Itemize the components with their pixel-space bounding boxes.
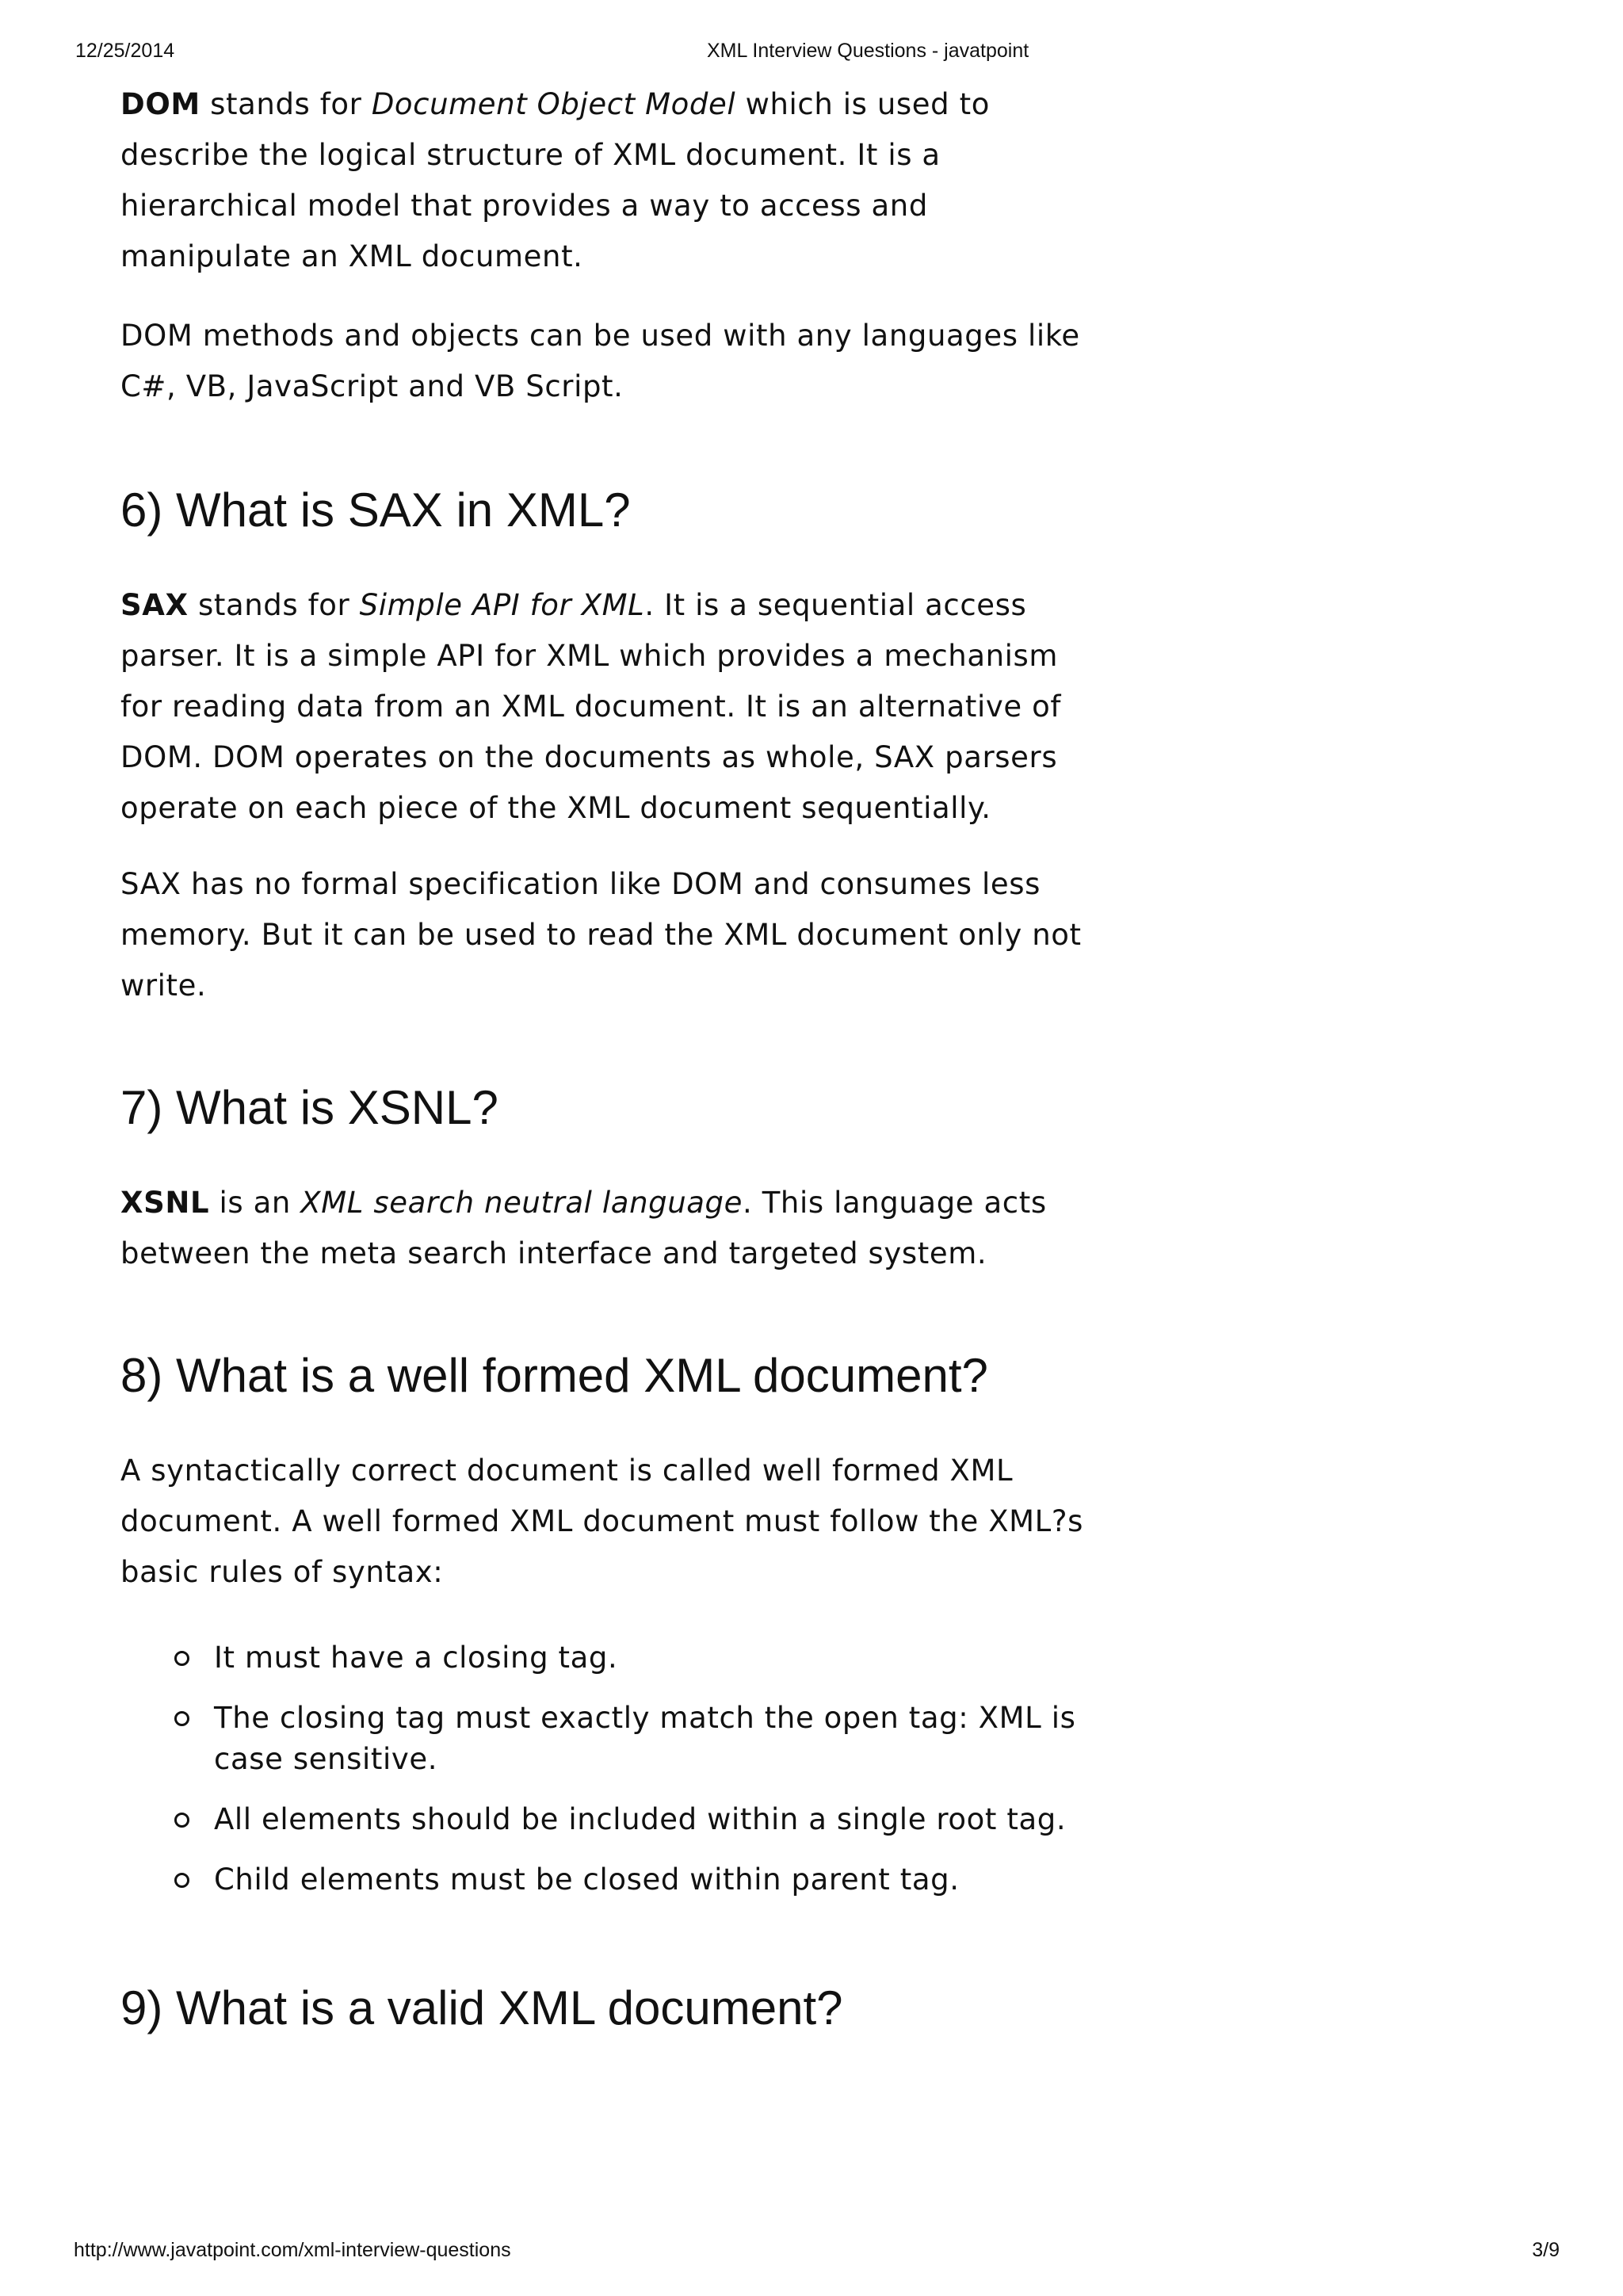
print-footer [0,2239,1623,2271]
list-item: The closing tag must exactly match the open tag: XML is case sensitive. [214,1698,1087,1780]
print-date: 12/25/2014 [75,40,175,62]
list-item: It must have a closing tag. [214,1637,1087,1679]
circle-bullet-icon [174,1813,189,1828]
question-8-heading: 8) What is a well formed XML document? [120,1349,988,1402]
xsnl-term: XSNL [120,1186,210,1220]
sax-expansion: Simple API for XML [359,588,645,622]
question-7-heading: 7) What is XSNL? [120,1081,498,1134]
syntax-rules-list [120,1637,1087,1901]
question-8 [120,1347,1087,1901]
xsnl-definition: XSNL is an XML search neutral language. This language acts between the meta search interface and targeted system. [120,1186,1047,1270]
well-formed-definition: A syntactically correct document is called well formed XML document. A well formed XML document must follow the XML?s basic rules of syntax: [120,1454,1083,1589]
xsnl-expansion: XML search neutral language [300,1186,743,1220]
dom-languages: DOM methods and objects can be used with any languages like C#, VB, JavaScript and VB Script. [120,319,1080,403]
sax-term: SAX [120,588,189,622]
dom-section [120,79,1087,412]
sax-specification: SAX has no formal specification like DOM and consumes less memory. But it can be used to read the XML document only not write. [120,867,1082,1003]
list-item: Child elements must be closed within parent tag. [214,1859,1087,1901]
circle-bullet-icon [174,1873,189,1888]
question-6-heading: 6) What is SAX in XML? [120,483,631,537]
page-number: 3/9 [1532,2239,1560,2261]
print-header [0,40,1623,71]
article-content [120,79,1087,2069]
question-9 [120,1980,1087,2037]
page-url: http://www.javatpoint.com/xml-interview-questions [74,2239,511,2261]
circle-bullet-icon [174,1651,189,1666]
dom-term: DOM [120,87,200,121]
dom-expansion: Document Object Model [371,87,736,121]
question-6 [120,482,1087,1011]
print-title: XML Interview Questions - javatpoint [707,40,1029,62]
question-9-heading: 9) What is a valid XML document? [120,1981,843,2034]
question-7 [120,1079,1087,1279]
list-item: All elements should be included within a single root tag. [214,1799,1087,1840]
dom-definition: DOM stands for Document Object Model which is used to describe the logical structure of XML document. It is a hierarchical model that provides a way to access and manipulate an XML document. [120,87,990,273]
circle-bullet-icon [174,1711,189,1726]
sax-definition: SAX stands for Simple API for XML. It is a sequential access parser. It is a simple API for XML which provides a mechanism for reading data from an XML document. It is an alternative of DOM. DOM operates on the documents as whole, SAX parsers operate on each piece of the XML document sequentially. [120,588,1061,825]
